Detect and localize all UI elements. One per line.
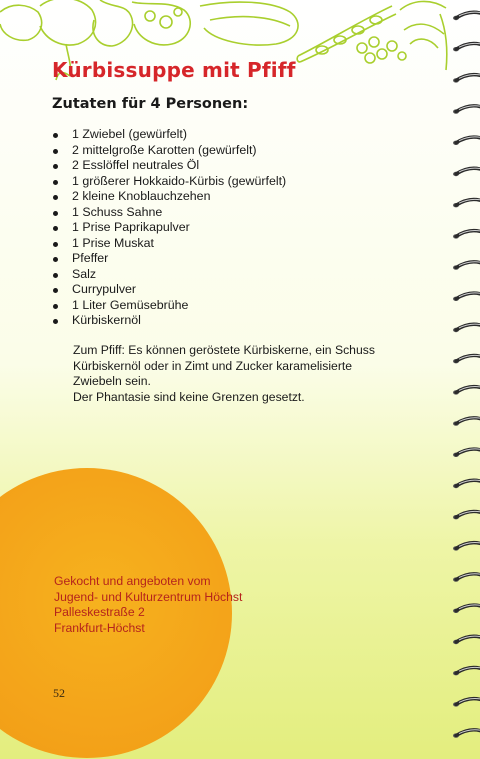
tip-paragraph	[73, 343, 403, 405]
tip-line: Der Phantasie sind keine Grenzen gesetzt.	[73, 389, 305, 404]
binding-ring	[453, 199, 480, 207]
ingredient-item: Currypulver	[52, 282, 286, 298]
ingredient-item: 2 mittelgroße Karotten (gewürfelt)	[52, 143, 286, 159]
binding-ring	[453, 12, 480, 20]
binding-ring	[453, 387, 480, 395]
tip-line: Zum Pfiff: Es können geröstete Kürbiskerne, ein Schuss	[73, 343, 375, 357]
binding-ring	[453, 449, 480, 457]
ingredient-item: Kürbiskernöl	[52, 313, 286, 329]
binding-ring	[453, 543, 480, 551]
binding-ring	[453, 699, 480, 707]
ingredient-item: 1 Liter Gemüsebrühe	[52, 298, 286, 314]
binding-ring	[453, 231, 480, 239]
binding-ring	[453, 168, 480, 176]
tip-line: Kürbiskernöl oder in Zimt und Zucker karamelisierte	[73, 358, 353, 373]
recipe-title: Kürbissuppe mit Pfiff	[52, 58, 296, 82]
binding-ring	[453, 636, 480, 644]
binding-ring	[453, 324, 480, 332]
binding-ring	[453, 262, 480, 270]
binding-ring	[453, 137, 480, 145]
binding-ring	[453, 43, 480, 51]
ingredient-item: 2 Esslöffel neutrales Öl	[52, 158, 286, 174]
ingredient-item: 1 Zwiebel (gewürfelt)	[52, 127, 286, 143]
ingredient-item: Salz	[52, 267, 286, 283]
binding-ring	[453, 293, 480, 301]
binding-ring	[453, 480, 480, 488]
credit-line: Frankfurt-Höchst	[54, 620, 145, 635]
tip-line: Zwiebeln sein.	[73, 374, 151, 388]
binding-ring	[453, 75, 480, 83]
binding-ring	[453, 355, 480, 363]
credit-line: Palleskestraße 2	[54, 605, 145, 619]
ingredient-item: 1 größerer Hokkaido-Kürbis (gewürfelt)	[52, 174, 286, 190]
credit-line: Jugend- und Kulturzentrum Höchst	[54, 589, 243, 604]
servings-heading: Zutaten für 4 Personen:	[52, 96, 249, 112]
ingredient-item: 1 Prise Muskat	[52, 236, 286, 252]
binding-ring	[453, 106, 480, 114]
credit-line: Gekocht und angeboten vom	[54, 574, 211, 588]
ingredient-item: 1 Schuss Sahne	[52, 205, 286, 221]
binding-ring	[453, 605, 480, 613]
ingredient-item: 1 Prise Paprikapulver	[52, 220, 286, 236]
ingredient-item: 2 kleine Knoblauchzehen	[52, 189, 286, 205]
binding-ring	[453, 418, 480, 426]
ingredient-list	[52, 127, 286, 329]
binding-ring	[453, 730, 480, 738]
credit-block	[54, 574, 242, 636]
page-number: 52	[53, 686, 65, 700]
ingredient-item: Pfeffer	[52, 251, 286, 267]
binding-ring	[453, 511, 480, 519]
spiral-binding	[446, 0, 480, 759]
binding-ring	[453, 667, 480, 675]
binding-ring	[453, 574, 480, 582]
